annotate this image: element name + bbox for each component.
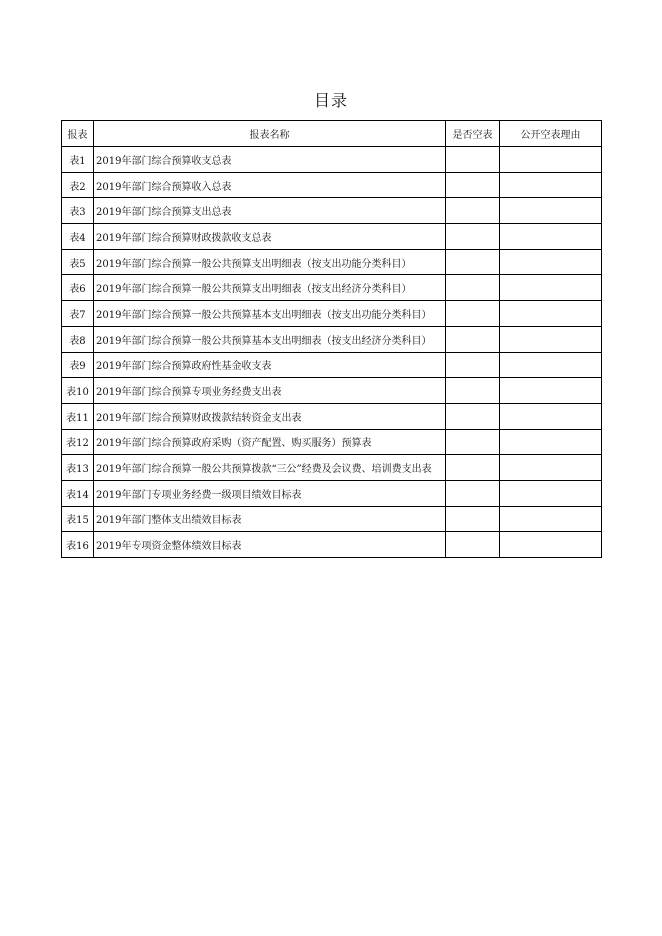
table-row	[62, 532, 602, 558]
row-empty-cell	[446, 172, 500, 198]
row-number: 表4	[62, 224, 94, 250]
row-empty-cell	[446, 198, 500, 224]
row-number: 表16	[62, 532, 94, 558]
header-reason: 公开空表理由	[500, 121, 602, 147]
row-name: 2019年部门综合预算政府采购（资产配置、购买服务）预算表	[94, 429, 446, 455]
page-title: 目录	[313, 91, 348, 110]
table-row	[62, 147, 602, 173]
row-reason-cell	[500, 301, 602, 327]
row-reason-cell	[500, 326, 602, 352]
row-number: 表2	[62, 172, 94, 198]
table-row	[62, 326, 602, 352]
row-number: 表5	[62, 249, 94, 275]
row-name: 2019年部门综合预算政府性基金收支表	[94, 352, 446, 378]
table-row	[62, 249, 602, 275]
row-name: 2019年部门综合预算一般公共预算拨款“三公”经费及会议费、培训费支出表	[94, 455, 446, 481]
table-row	[62, 301, 602, 327]
row-number: 表8	[62, 326, 94, 352]
row-reason-cell	[500, 532, 602, 558]
row-name: 2019年部门综合预算一般公共预算支出明细表（按支出经济分类科目）	[94, 275, 446, 301]
row-empty-cell	[446, 301, 500, 327]
row-number: 表1	[62, 147, 94, 173]
row-name: 2019年部门综合预算一般公共预算基本支出明细表（按支出经济分类科目）	[94, 326, 446, 352]
row-empty-cell	[446, 532, 500, 558]
row-empty-cell	[446, 326, 500, 352]
table-row	[62, 224, 602, 250]
row-empty-cell	[446, 403, 500, 429]
row-empty-cell	[446, 429, 500, 455]
row-number: 表15	[62, 506, 94, 532]
row-reason-cell	[500, 275, 602, 301]
row-reason-cell	[500, 429, 602, 455]
row-name: 2019年部门整体支出绩效目标表	[94, 506, 446, 532]
table-row	[62, 403, 602, 429]
row-empty-cell	[446, 480, 500, 506]
row-name: 2019年专项资金整体绩效目标表	[94, 532, 446, 558]
row-number: 表7	[62, 301, 94, 327]
row-reason-cell	[500, 249, 602, 275]
row-reason-cell	[500, 172, 602, 198]
row-number: 表14	[62, 480, 94, 506]
row-empty-cell	[446, 249, 500, 275]
row-empty-cell	[446, 224, 500, 250]
header-no: 报表	[62, 121, 94, 147]
row-reason-cell	[500, 378, 602, 404]
table-row	[62, 172, 602, 198]
row-reason-cell	[500, 224, 602, 250]
table-row	[62, 506, 602, 532]
row-reason-cell	[500, 506, 602, 532]
row-reason-cell	[500, 455, 602, 481]
row-name: 2019年部门综合预算财政拨款收支总表	[94, 224, 446, 250]
table-row	[62, 198, 602, 224]
row-reason-cell	[500, 198, 602, 224]
row-empty-cell	[446, 352, 500, 378]
row-reason-cell	[500, 403, 602, 429]
row-name: 2019年部门综合预算财政拨款结转资金支出表	[94, 403, 446, 429]
row-empty-cell	[446, 506, 500, 532]
catalog-table	[61, 120, 602, 558]
table-header-row	[62, 121, 602, 147]
row-name: 2019年部门综合预算专项业务经费支出表	[94, 378, 446, 404]
row-empty-cell	[446, 378, 500, 404]
row-number: 表13	[62, 455, 94, 481]
table-row	[62, 378, 602, 404]
row-empty-cell	[446, 147, 500, 173]
row-empty-cell	[446, 455, 500, 481]
table-row	[62, 480, 602, 506]
table-row	[62, 455, 602, 481]
row-reason-cell	[500, 352, 602, 378]
row-number: 表10	[62, 378, 94, 404]
table-row	[62, 352, 602, 378]
row-name: 2019年部门综合预算收入总表	[94, 172, 446, 198]
row-name: 2019年部门综合预算收支总表	[94, 147, 446, 173]
row-reason-cell	[500, 480, 602, 506]
header-empty: 是否空表	[446, 121, 500, 147]
row-name: 2019年部门综合预算一般公共预算基本支出明细表（按支出功能分类科目）	[94, 301, 446, 327]
header-name: 报表名称	[94, 121, 446, 147]
row-number: 表3	[62, 198, 94, 224]
row-name: 2019年部门专项业务经费一级项目绩效目标表	[94, 480, 446, 506]
row-empty-cell	[446, 275, 500, 301]
row-number: 表11	[62, 403, 94, 429]
table-row	[62, 275, 602, 301]
table-row	[62, 429, 602, 455]
row-reason-cell	[500, 147, 602, 173]
row-number: 表9	[62, 352, 94, 378]
row-number: 表12	[62, 429, 94, 455]
row-number: 表6	[62, 275, 94, 301]
row-name: 2019年部门综合预算一般公共预算支出明细表（按支出功能分类科目）	[94, 249, 446, 275]
row-name: 2019年部门综合预算支出总表	[94, 198, 446, 224]
